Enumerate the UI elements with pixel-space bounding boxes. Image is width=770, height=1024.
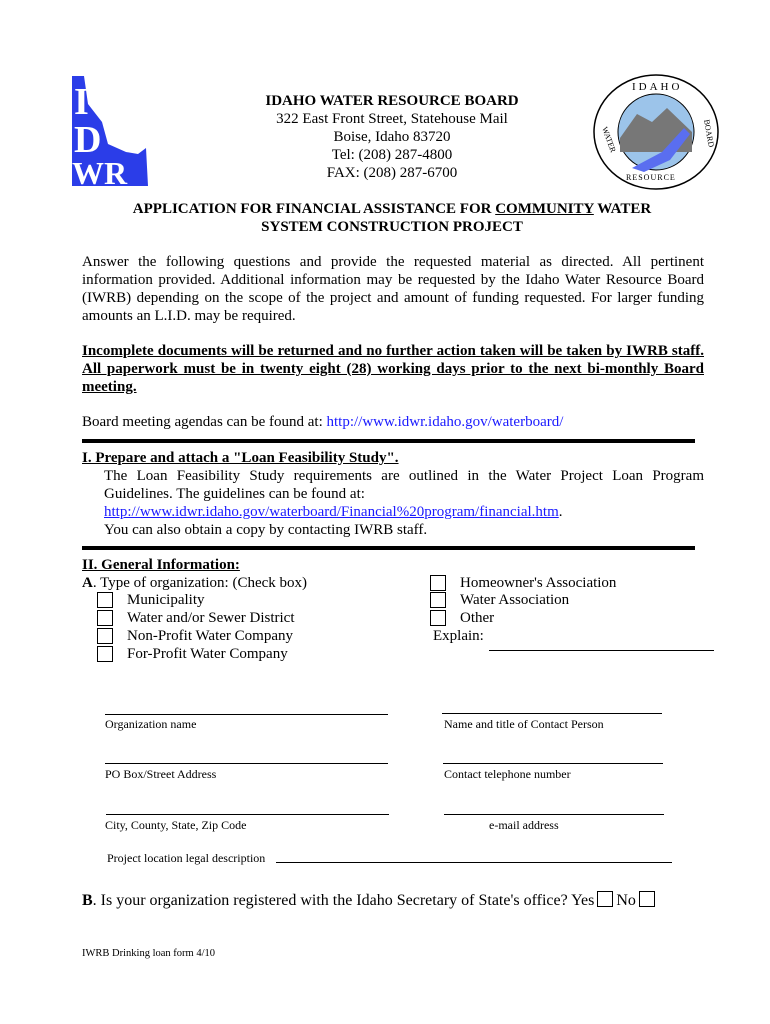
section-divider [82, 546, 695, 550]
checkbox-no[interactable] [639, 891, 655, 907]
section-1-text: The Loan Feasibility Study requirements are outlined in the Water Project Loan Program Guidelines. The guidelines can be found at: [104, 468, 704, 502]
option-label: Municipality [127, 592, 205, 608]
footer-form-id: IWRB Drinking loan form 4/10 [82, 948, 215, 959]
section-1-link-line [104, 503, 563, 521]
svg-text:IDAHO: IDAHO [632, 81, 683, 93]
email-field[interactable] [444, 814, 664, 815]
idwr-logo [68, 74, 150, 188]
checkbox-yes[interactable] [597, 891, 613, 907]
fax: FAX: (208) 287-6700 [326, 165, 458, 181]
option-label: Water and/or Sewer District [127, 610, 295, 626]
no-label: No [616, 892, 636, 909]
city-county-state-zip-field[interactable] [106, 814, 389, 815]
agendas-label: Board meeting agendas can be found at: [82, 414, 327, 430]
section-1-heading: I. Prepare and attach a "Loan Feasibility Study". [82, 450, 399, 466]
option-label: For-Profit Water Company [127, 646, 288, 662]
registration-question [82, 891, 658, 910]
section-2-heading: II. General Information: [82, 557, 240, 573]
form-title-line-2: SYSTEM CONSTRUCTION PROJECT [261, 219, 523, 235]
question-text: . Is your organization registered with the Idaho Secretary of State's office? Yes [92, 892, 595, 909]
svg-text:BOARD: BOARD [702, 118, 716, 148]
street-address-field[interactable] [105, 763, 388, 764]
section-divider [82, 439, 695, 443]
field-label: e-mail address [489, 818, 559, 832]
question-text: . Type of organization: (Check box) [92, 575, 308, 591]
checkbox-other[interactable] [430, 610, 446, 626]
field-label: Name and title of Contact Person [444, 717, 604, 731]
checkbox-municipality[interactable] [97, 592, 113, 608]
organization-name-field[interactable] [105, 714, 388, 715]
field-label: City, County, State, Zip Code [105, 818, 247, 832]
checkbox-non-profit[interactable] [97, 628, 113, 644]
field-label: PO Box/Street Address [105, 767, 217, 781]
field-label: Contact telephone number [444, 767, 571, 781]
option-label: Homeowner's Association [460, 575, 617, 591]
option-label: Water Association [460, 592, 570, 608]
telephone: Tel: (208) 287-4800 [331, 147, 453, 163]
checkbox-water-association[interactable] [430, 592, 446, 608]
svg-text:WR: WR [72, 155, 128, 188]
checkbox-homeowners-association[interactable] [430, 575, 446, 591]
svg-text:RESOURCE: RESOURCE [626, 173, 676, 182]
org-name: IDAHO WATER RESOURCE BOARD [265, 93, 519, 109]
svg-text:WATER: WATER [600, 125, 618, 154]
question-letter: B [82, 892, 93, 909]
period: . [558, 504, 563, 520]
checkbox-water-sewer-district[interactable] [97, 610, 113, 626]
section-1-contact: You can also obtain a copy by contacting IWRB staff. [104, 522, 428, 538]
title-emphasis: COMMUNITY [495, 201, 594, 217]
contact-telephone-field[interactable] [443, 763, 663, 764]
project-location-field[interactable] [276, 862, 672, 863]
question-letter: A [82, 575, 93, 591]
warning-paragraph: Incomplete documents will be returned and no further action taken will be taken by IWRB staff. All paperwork must be in twenty eight (28) working days prior to the next bi-monthly Board meeting. [82, 343, 704, 395]
svg-text:I: I [74, 81, 89, 123]
explain-label: Explain: [433, 628, 484, 644]
agendas-line [82, 413, 563, 431]
address-line-2: Boise, Idaho 83720 [333, 129, 451, 145]
intro-paragraph: Answer the following questions and provide the requested material as directed. All pertinent information provided. Additional information may be requested by the Idaho Water Resource Board (IWRB) depending on the scope of the project and amount of funding requested. For larger funding amounts an L.I.D. may be required. [82, 254, 704, 324]
checkbox-for-profit[interactable] [97, 646, 113, 662]
guidelines-link[interactable]: http://www.idwr.idaho.gov/waterboard/Financial%20program/financial.htm [104, 504, 559, 520]
option-label: Non-Profit Water Company [127, 628, 293, 644]
title-text: APPLICATION FOR FINANCIAL ASSISTANCE FOR [132, 201, 496, 217]
title-text-end: WATER [593, 201, 652, 217]
address-line-1: 322 East Front Street, Statehouse Mail [276, 111, 508, 127]
explain-field[interactable] [489, 650, 714, 651]
option-label: Other [460, 610, 495, 626]
water-board-seal [592, 72, 720, 192]
form-title [82, 200, 702, 218]
svg-text:D: D [74, 119, 102, 161]
field-label: Organization name [105, 717, 197, 731]
agendas-link[interactable]: http://www.idwr.idaho.gov/waterboard/ [326, 414, 564, 430]
contact-person-field[interactable] [442, 713, 662, 714]
project-location-label: Project location legal description [107, 851, 266, 865]
org-type-question [82, 574, 307, 592]
